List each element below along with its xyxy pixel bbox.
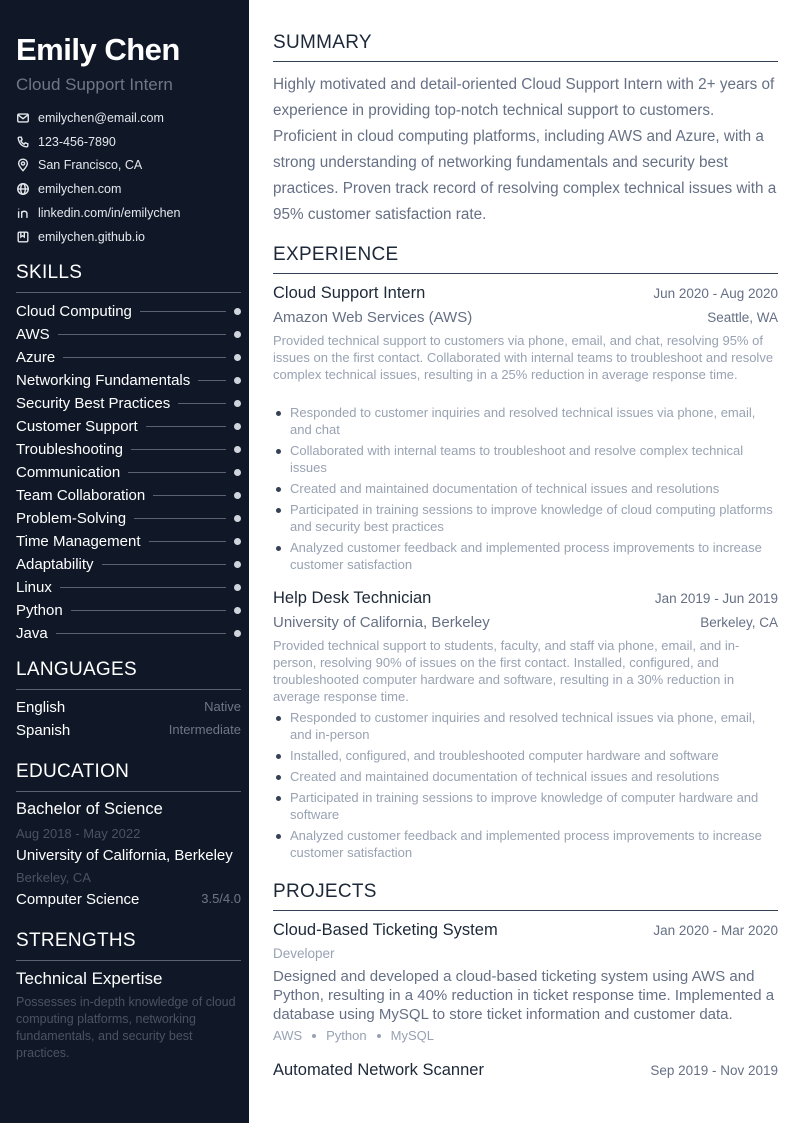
contact-website[interactable] — [16, 180, 121, 198]
skill-dot-icon — [234, 308, 241, 315]
bullet-dot-icon — [276, 796, 281, 801]
contact-website-text: emilychen.com — [38, 182, 122, 196]
skill-label: Java — [16, 624, 48, 642]
job-bullet-text: Created and maintained documentation of technical issues and resolutions — [290, 481, 720, 496]
job-bullet-text: Responded to customer inquiries and resolved technical issues via phone, email, and in-person — [290, 710, 756, 742]
skill-label: Troubleshooting — [16, 440, 124, 458]
skill-label: AWS — [16, 325, 50, 343]
bullet-dot-icon — [276, 716, 281, 721]
language-name: English — [16, 699, 66, 716]
contact-linkedin-text: linkedin.com/in/emilychen — [38, 206, 181, 220]
job-bullet-list — [273, 404, 778, 577]
skill-leader-line — [58, 334, 226, 335]
skill-leader-line — [198, 380, 226, 381]
tag-separator-icon — [312, 1034, 316, 1038]
tag-separator-icon — [377, 1034, 381, 1038]
project-tags — [273, 1028, 434, 1043]
skill-leader-line — [149, 541, 227, 542]
skill-label: Team Collaboration — [16, 486, 146, 504]
skill-dot-icon — [234, 607, 241, 614]
language-level: Native — [204, 699, 241, 714]
skill-label: Problem-Solving — [16, 509, 127, 527]
education-dates: Aug 2018 - May 2022 — [16, 826, 141, 841]
job-bullet — [273, 501, 778, 535]
job-bullet-text: Analyzed customer feedback and implemented process improvements to increase customer satisfaction — [290, 828, 762, 860]
education-field-row — [16, 891, 241, 908]
job-description: Provided technical support to students, faculty, and staff via phone, email, and in-person, resolving 90% of issues on the first contact. Installed, configured, and troubleshooted computer hardware and software, resulting in a 30% reduction in average response time. — [273, 638, 740, 704]
skill-dot-icon — [234, 423, 241, 430]
job-bullet-text: Installed, configured, and troubleshooted computer hardware and software — [290, 748, 719, 763]
bullet-dot-icon — [276, 834, 281, 839]
skill-leader-line — [63, 357, 226, 358]
education-institution: University of California, Berkeley — [16, 847, 233, 864]
strengths-heading: STRENGTHS — [16, 930, 241, 961]
job-company: University of California, Berkeley — [273, 614, 490, 631]
skill-dot-icon — [234, 561, 241, 568]
bullet-dot-icon — [276, 546, 281, 551]
skill-dot-icon — [234, 515, 241, 522]
skill-dot-icon — [234, 331, 241, 338]
education-location: Berkeley, CA — [16, 870, 91, 885]
skill-label: Security Best Practices — [16, 394, 171, 412]
job-title: Cloud Support Intern — [273, 284, 426, 302]
skill-item — [16, 370, 241, 390]
language-name: Spanish — [16, 722, 71, 739]
project-description: Designed and developed a cloud-based ticketing system using AWS and Python, resulting in a 40% reduction in ticket response time. Implemented a database using MySQL to store ticket information and customer data. — [273, 968, 775, 1023]
language-row — [16, 722, 241, 739]
mail-icon — [16, 111, 30, 125]
job-dates: Jan 2019 - Jun 2019 — [654, 591, 778, 606]
contact-phone-text: 123-456-7890 — [38, 135, 116, 149]
job-dates: Jun 2020 - Aug 2020 — [653, 286, 778, 301]
job-description: Provided technical support to customers via phone, email, and chat, resolving 95% of issues on the first contact. Collaborated with internal teams to troubleshoot and resolve complex technical issues, resulting in a 25% reduction in average response time. — [273, 333, 774, 382]
skill-item — [16, 462, 241, 482]
skill-leader-line — [102, 564, 226, 565]
skill-label: Python — [16, 601, 63, 619]
languages-heading: LANGUAGES — [16, 659, 241, 690]
project-dates: Sep 2019 - Nov 2019 — [650, 1063, 778, 1078]
job-bullet — [273, 442, 778, 476]
skill-item — [16, 554, 241, 574]
contact-location — [16, 156, 142, 174]
bullet-dot-icon — [276, 775, 281, 780]
job-company: Amazon Web Services (AWS) — [273, 309, 473, 326]
job-bullet — [273, 789, 778, 823]
candidate-role: Cloud Support Intern — [16, 75, 173, 94]
bullet-dot-icon — [276, 754, 281, 759]
skill-dot-icon — [234, 630, 241, 637]
contact-phone[interactable] — [16, 133, 116, 151]
job-bullet-text: Collaborated with internal teams to troubleshoot and resolve complex technical issues — [290, 443, 744, 475]
skill-label: Networking Fundamentals — [16, 371, 191, 389]
job-bullet-text: Participated in training sessions to improve knowledge of cloud computing platforms and security best practices — [290, 502, 773, 534]
skill-item — [16, 485, 241, 505]
project-tag: AWS — [273, 1028, 303, 1043]
job-bullet — [273, 768, 778, 785]
sidebar — [0, 0, 249, 1123]
job-bullet-list — [273, 709, 778, 865]
skill-item — [16, 577, 241, 597]
job-bullet-text: Analyzed customer feedback and implemented process improvements to increase customer satisfaction — [290, 540, 762, 572]
job-bullet — [273, 480, 778, 497]
skill-leader-line — [140, 311, 226, 312]
contact-github-text: emilychen.github.io — [38, 230, 146, 244]
job-location: Seattle, WA — [707, 310, 778, 325]
education-field: Computer Science — [16, 891, 140, 908]
skill-dot-icon — [234, 469, 241, 476]
skill-label: Communication — [16, 463, 121, 481]
location-pin-icon — [16, 158, 30, 172]
skill-leader-line — [131, 449, 226, 450]
skill-label: Customer Support — [16, 417, 138, 435]
skill-item — [16, 393, 241, 413]
project-title: Cloud-Based Ticketing System — [273, 921, 498, 939]
project-tag: Python — [326, 1028, 367, 1043]
skill-item — [16, 623, 241, 643]
job-bullet — [273, 404, 778, 438]
globe-icon — [16, 182, 30, 196]
strength-title: Technical Expertise — [16, 969, 163, 988]
skill-dot-icon — [234, 400, 241, 407]
job-bullet-text: Participated in training sessions to improve knowledge of computer hardware and software — [290, 790, 759, 822]
project-title: Automated Network Scanner — [273, 1061, 484, 1079]
phone-icon — [16, 135, 30, 149]
skill-leader-line — [56, 633, 226, 634]
skill-leader-line — [146, 426, 226, 427]
contact-location-text: San Francisco, CA — [38, 158, 143, 172]
github-icon — [16, 230, 30, 244]
summary-heading: SUMMARY — [273, 32, 778, 62]
skill-label: Time Management — [16, 532, 141, 550]
candidate-name: Emily Chen — [16, 32, 180, 67]
job-location: Berkeley, CA — [700, 615, 778, 630]
skill-leader-line — [128, 472, 226, 473]
job-bullet — [273, 709, 778, 743]
project-dates: Jan 2020 - Mar 2020 — [653, 923, 778, 938]
skill-leader-line — [60, 587, 226, 588]
bullet-dot-icon — [276, 449, 281, 454]
skill-dot-icon — [234, 584, 241, 591]
language-level: Intermediate — [168, 722, 241, 737]
job-bullet — [273, 827, 778, 861]
skill-label: Linux — [16, 578, 52, 596]
project-tag: MySQL — [390, 1028, 434, 1043]
skill-item — [16, 600, 241, 620]
bullet-dot-icon — [276, 487, 281, 492]
education-degree: Bachelor of Science — [16, 800, 163, 818]
skills-heading: SKILLS — [16, 262, 241, 293]
skill-item — [16, 508, 241, 528]
skill-label: Adaptability — [16, 555, 94, 573]
education-heading: EDUCATION — [16, 761, 241, 792]
skill-leader-line — [71, 610, 226, 611]
skill-item — [16, 416, 241, 436]
skill-item — [16, 439, 241, 459]
skill-item — [16, 531, 241, 551]
job-bullet — [273, 747, 778, 764]
contact-github[interactable] — [16, 228, 145, 246]
education-gpa: 3.5/4.0 — [201, 891, 241, 906]
summary-text: Highly motivated and detail-oriented Cloud Support Intern with 2+ years of experience in providing top-notch technical support to customers. Proficient in cloud computing platforms, including AWS and Azure, with a strong understanding of networking fundamentals and security best practices. Proven track record of resolving complex technical issues with a 95% customer satisfaction rate. — [273, 76, 777, 223]
contact-linkedin[interactable] — [16, 204, 180, 222]
job-bullet — [273, 539, 778, 573]
skill-item — [16, 301, 241, 321]
skill-leader-line — [178, 403, 226, 404]
contact-email-text: emilychen@email.com — [38, 111, 164, 125]
skill-item — [16, 347, 241, 367]
skill-dot-icon — [234, 446, 241, 453]
project-role: Developer — [273, 946, 335, 961]
skill-item — [16, 324, 241, 344]
skill-leader-line — [134, 518, 226, 519]
skill-label: Azure — [16, 348, 56, 366]
projects-heading: PROJECTS — [273, 881, 778, 911]
job-bullet-text: Created and maintained documentation of technical issues and resolutions — [290, 769, 720, 784]
skill-dot-icon — [234, 377, 241, 384]
experience-heading: EXPERIENCE — [273, 244, 778, 274]
bullet-dot-icon — [276, 411, 281, 416]
job-title: Help Desk Technician — [273, 589, 432, 607]
strength-description: Possesses in-depth knowledge of cloud computing platforms, networking fundamentals, and security best practices. — [16, 995, 236, 1060]
language-row — [16, 699, 241, 716]
skill-dot-icon — [234, 538, 241, 545]
linkedin-icon — [16, 206, 30, 220]
skill-leader-line — [153, 495, 226, 496]
skill-label: Cloud Computing — [16, 302, 132, 320]
bullet-dot-icon — [276, 508, 281, 513]
job-bullet-text: Responded to customer inquiries and resolved technical issues via phone, email, and chat — [290, 405, 756, 437]
contact-email[interactable] — [16, 109, 164, 127]
skill-dot-icon — [234, 354, 241, 361]
skill-dot-icon — [234, 492, 241, 499]
